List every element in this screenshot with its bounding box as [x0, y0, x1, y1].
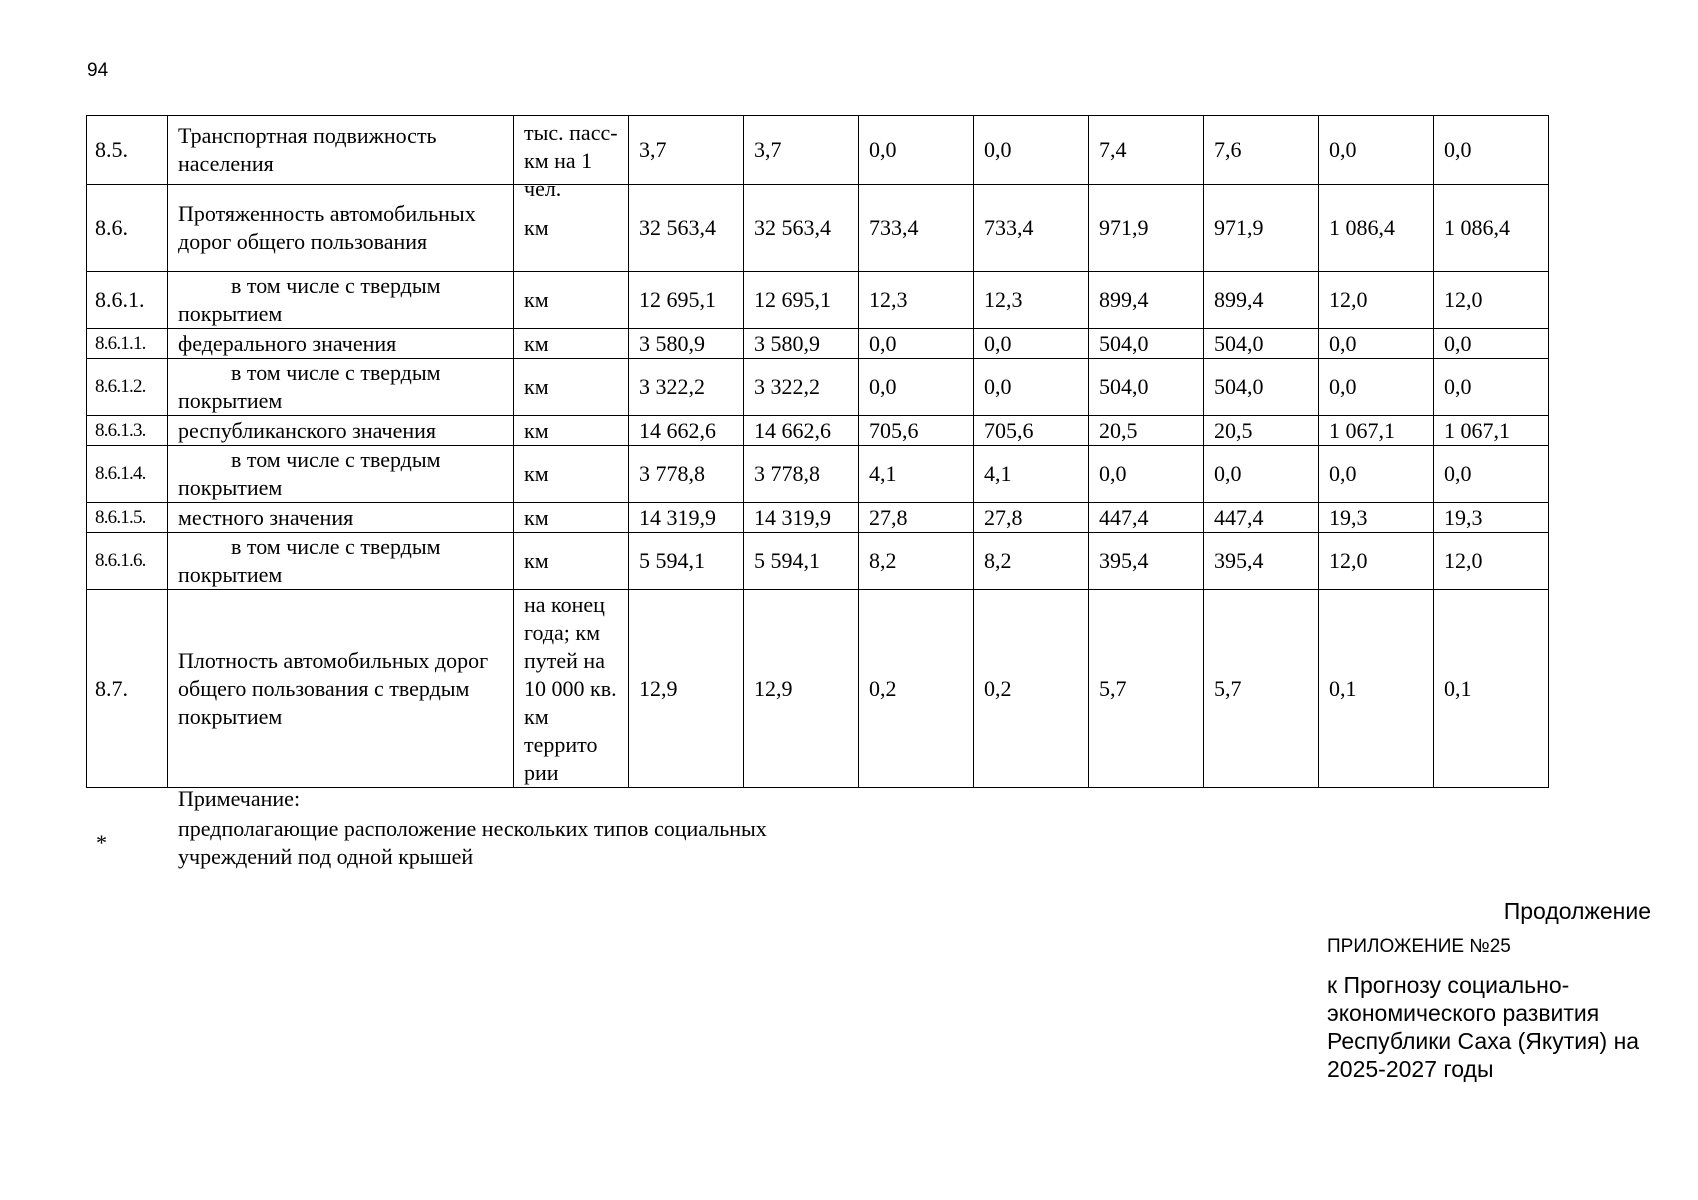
table-row — [87, 116, 1549, 185]
row-value: 7,6 — [1204, 116, 1319, 185]
row-value: 971,9 — [1089, 185, 1204, 272]
row-value: 0,0 — [974, 116, 1089, 185]
appendix-title: ПРИЛОЖЕНИЕ №25 — [1327, 936, 1511, 957]
row-value: 14 662,6 — [744, 416, 859, 446]
row-value: 0,0 — [1434, 359, 1549, 416]
row-value: 12 695,1 — [744, 272, 859, 329]
row-value: 0,0 — [1319, 329, 1434, 359]
row-value: 32 563,4 — [744, 185, 859, 272]
row-value: 8,2 — [859, 533, 974, 590]
row-value: 733,4 — [859, 185, 974, 272]
row-value: 971,9 — [1204, 185, 1319, 272]
row-value: 395,4 — [1089, 533, 1204, 590]
row-value: 0,2 — [859, 590, 974, 788]
row-value: 8,2 — [974, 533, 1089, 590]
row-value: 0,1 — [1434, 590, 1549, 788]
row-value: 12,3 — [859, 272, 974, 329]
row-name: местного значения — [168, 503, 514, 533]
row-name: федерального значения — [168, 329, 514, 359]
row-value: 899,4 — [1204, 272, 1319, 329]
row-value: 5 594,1 — [629, 533, 744, 590]
row-value: 0,1 — [1319, 590, 1434, 788]
row-code: 8.6.1.4. — [87, 446, 168, 503]
row-value: 0,0 — [859, 329, 974, 359]
row-unit-text: тыс. пасс-км на 1 чел. — [524, 120, 618, 201]
table-row — [87, 416, 1549, 446]
row-value: 0,0 — [1319, 446, 1434, 503]
row-value: 3 322,2 — [744, 359, 859, 416]
row-code: 8.6.1. — [87, 272, 168, 329]
row-value: 12 695,1 — [629, 272, 744, 329]
row-value: 20,5 — [1204, 416, 1319, 446]
row-value: 0,0 — [1434, 116, 1549, 185]
continuation-label: Продолжение — [1503, 898, 1651, 924]
row-value: 1 067,1 — [1434, 416, 1549, 446]
row-unit: км — [514, 416, 629, 446]
row-value: 899,4 — [1089, 272, 1204, 329]
row-value: 0,0 — [974, 329, 1089, 359]
row-value: 0,0 — [1434, 329, 1549, 359]
row-value: 0,0 — [974, 359, 1089, 416]
row-value: 0,0 — [859, 116, 974, 185]
row-name: Протяженность автомобильных дорог общего пользования — [168, 185, 514, 272]
row-code: 8.5. — [87, 116, 168, 185]
row-unit: км — [514, 446, 629, 503]
row-value: 19,3 — [1319, 503, 1434, 533]
row-code: 8.6.1.5. — [87, 503, 168, 533]
table-row — [87, 590, 1549, 788]
row-code: 8.6. — [87, 185, 168, 272]
row-value: 0,0 — [1204, 446, 1319, 503]
appendix-subtitle: к Прогнозу социально-экономического развития Республики Саха (Якутия) на 2025-2027 годы — [1327, 972, 1640, 1082]
row-value: 5,7 — [1089, 590, 1204, 788]
row-value: 4,1 — [974, 446, 1089, 503]
row-value: 705,6 — [859, 416, 974, 446]
row-value: 27,8 — [974, 503, 1089, 533]
table-row — [87, 533, 1549, 590]
row-unit: км — [514, 329, 629, 359]
row-value: 0,0 — [1089, 446, 1204, 503]
row-value: 0,0 — [859, 359, 974, 416]
row-value: 1 067,1 — [1319, 416, 1434, 446]
row-value: 12,0 — [1319, 272, 1434, 329]
row-code: 8.7. — [87, 590, 168, 788]
row-value: 12,0 — [1319, 533, 1434, 590]
table-row — [87, 359, 1549, 416]
row-value: 0,0 — [1319, 359, 1434, 416]
row-value: 447,4 — [1204, 503, 1319, 533]
row-value: 504,0 — [1089, 329, 1204, 359]
row-value: 0,2 — [974, 590, 1089, 788]
row-code: 8.6.1.6. — [87, 533, 168, 590]
row-unit: км — [514, 533, 629, 590]
table-row — [87, 446, 1549, 503]
row-value: 12,0 — [1434, 533, 1549, 590]
forecast-table — [86, 115, 1549, 788]
row-value: 3 580,9 — [744, 329, 859, 359]
row-name: в том числе с твердым покрытием — [168, 533, 514, 590]
page-number: 94 — [87, 60, 109, 81]
note-label: Примечание: — [178, 786, 301, 811]
note-text: предполагающие расположение нескольких типов социальных учреждений под одной крышей — [178, 816, 767, 869]
row-code: 8.6.1.1. — [87, 329, 168, 359]
row-value: 705,6 — [974, 416, 1089, 446]
row-unit — [514, 116, 629, 201]
row-value: 504,0 — [1089, 359, 1204, 416]
row-unit: км — [514, 359, 629, 416]
row-value: 447,4 — [1089, 503, 1204, 533]
table-row — [87, 503, 1549, 533]
row-value: 0,0 — [1319, 116, 1434, 185]
row-value: 504,0 — [1204, 359, 1319, 416]
row-value: 12,9 — [744, 590, 859, 788]
row-value: 14 319,9 — [744, 503, 859, 533]
row-value: 14 319,9 — [629, 503, 744, 533]
row-value: 32 563,4 — [629, 185, 744, 272]
note-asterisk: * — [96, 830, 107, 855]
row-value: 14 662,6 — [629, 416, 744, 446]
row-value: 3 778,8 — [744, 446, 859, 503]
row-value: 7,4 — [1089, 116, 1204, 185]
table-row — [87, 272, 1549, 329]
row-value: 3,7 — [629, 116, 744, 185]
row-value: 12,9 — [629, 590, 744, 788]
row-name: в том числе с твердым покрытием — [168, 272, 514, 329]
row-value: 12,0 — [1434, 272, 1549, 329]
row-name: Плотность автомобильных дорог общего пользования с твердым покрытием — [168, 590, 514, 788]
row-code: 8.6.1.2. — [87, 359, 168, 416]
row-value: 395,4 — [1204, 533, 1319, 590]
row-unit: на конец года; км путей на 10 000 кв. км террито рии — [514, 590, 629, 788]
row-value: 4,1 — [859, 446, 974, 503]
row-value: 1 086,4 — [1319, 185, 1434, 272]
row-name: Транспортная подвижность населения — [168, 116, 514, 185]
row-value: 504,0 — [1204, 329, 1319, 359]
row-value: 5,7 — [1204, 590, 1319, 788]
row-unit: км — [514, 272, 629, 329]
row-name: республиканского значения — [168, 416, 514, 446]
row-value: 3 322,2 — [629, 359, 744, 416]
row-unit: км — [514, 185, 629, 272]
row-value: 3 580,9 — [629, 329, 744, 359]
table-row — [87, 185, 1549, 272]
row-value: 19,3 — [1434, 503, 1549, 533]
row-value: 3,7 — [744, 116, 859, 185]
row-value: 12,3 — [974, 272, 1089, 329]
row-code: 8.6.1.3. — [87, 416, 168, 446]
row-name: в том числе с твердым покрытием — [168, 446, 514, 503]
row-value: 3 778,8 — [629, 446, 744, 503]
row-value: 1 086,4 — [1434, 185, 1549, 272]
row-name: в том числе с твердым покрытием — [168, 359, 514, 416]
row-unit: км — [514, 503, 629, 533]
table-row — [87, 329, 1549, 359]
row-value: 733,4 — [974, 185, 1089, 272]
row-value: 0,0 — [1434, 446, 1549, 503]
row-value: 5 594,1 — [744, 533, 859, 590]
row-value: 27,8 — [859, 503, 974, 533]
row-value: 20,5 — [1089, 416, 1204, 446]
